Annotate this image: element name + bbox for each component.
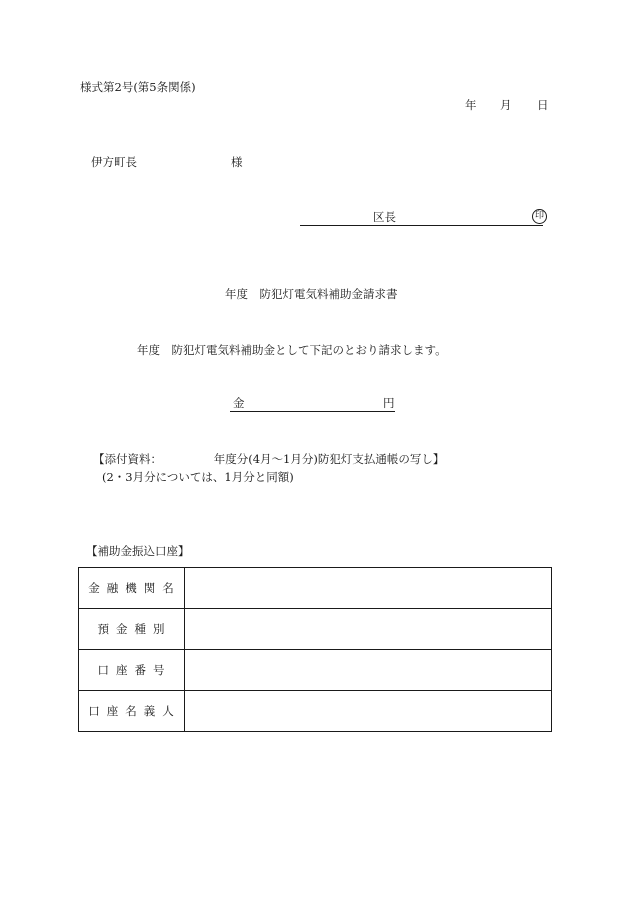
bank-account-table	[78, 567, 552, 732]
bank-name-field[interactable]	[185, 568, 552, 609]
table-row	[79, 609, 552, 650]
seal-mark: 印	[532, 209, 547, 224]
deposit-type-label: 預金種別	[79, 609, 185, 650]
date-month-label: 月	[500, 98, 512, 112]
recipient-name: 伊方町長	[91, 155, 137, 169]
amount-unit: 円	[383, 396, 395, 410]
recipient-honorific: 様	[231, 155, 243, 169]
account-number-label: 口座番号	[79, 650, 185, 691]
account-holder-label: 口座名義人	[79, 691, 185, 732]
attachment-note: 【添付資料： 年度分(4月～1月分)防犯灯支払通帳の写し】	[93, 452, 445, 466]
deposit-type-field[interactable]	[185, 609, 552, 650]
date-day-label: 日	[537, 98, 549, 112]
account-number-field[interactable]	[185, 650, 552, 691]
table-row	[79, 691, 552, 732]
amount-underline	[230, 411, 395, 412]
amount-prefix: 金	[233, 396, 245, 410]
bank-account-heading: 【補助金振込口座】	[86, 544, 190, 558]
document-title: 年度 防犯灯電気料補助金請求書	[225, 287, 398, 301]
bank-name-label: 金融機関名	[79, 568, 185, 609]
attachment-subnote: (2・3月分については、1月分と同額)	[102, 470, 294, 484]
sender-signature-line	[300, 225, 543, 226]
form-number: 様式第2号(第5条関係)	[80, 80, 196, 94]
table-row	[79, 650, 552, 691]
account-holder-field[interactable]	[185, 691, 552, 732]
date-year-label: 年	[465, 98, 477, 112]
table-row	[79, 568, 552, 609]
request-sentence: 年度 防犯灯電気料補助金として下記のとおり請求します。	[137, 343, 447, 357]
sender-title: 区長	[373, 210, 396, 224]
